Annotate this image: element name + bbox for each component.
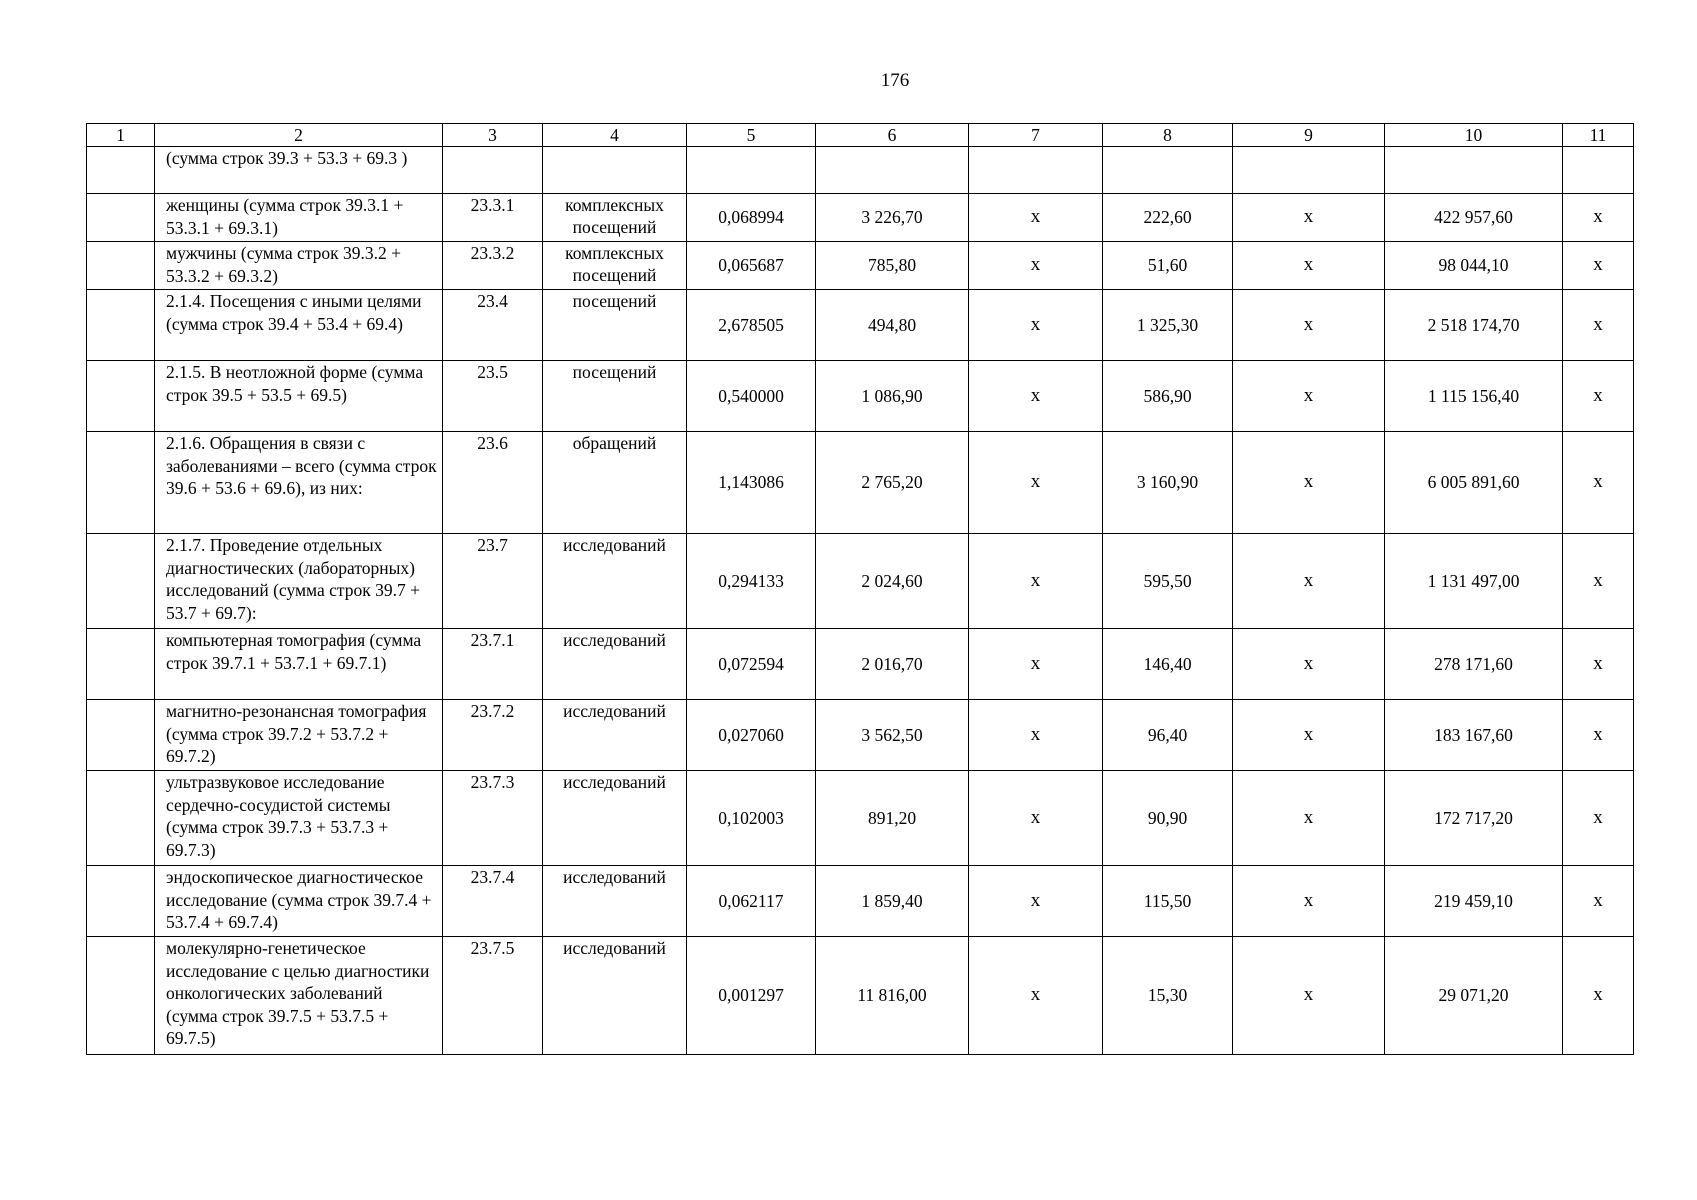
cell-col9 bbox=[1233, 147, 1385, 194]
cell-col11: х bbox=[1563, 866, 1634, 937]
cell-col10: 219 459,10 bbox=[1385, 866, 1563, 937]
cell-col6: 1 859,40 bbox=[816, 866, 969, 937]
column-header-11: 11 bbox=[1563, 124, 1634, 147]
cell-unit: исследований bbox=[543, 534, 687, 629]
cell-name: ультразвуковое исследование сердечно-сосудистой системы (сумма строк 39.7.3 + 53.7.3 + 69.7.3) bbox=[155, 771, 443, 866]
cell-code: 23.7 bbox=[443, 534, 543, 629]
cell-col8: 15,30 bbox=[1103, 937, 1233, 1055]
cell-col9: х bbox=[1233, 937, 1385, 1055]
cell-col10: 1 131 497,00 bbox=[1385, 534, 1563, 629]
cell-code: 23.5 bbox=[443, 361, 543, 432]
cell-col8: 96,40 bbox=[1103, 700, 1233, 771]
table-row bbox=[87, 361, 1634, 432]
cell-col11 bbox=[1563, 147, 1634, 194]
cell-unit bbox=[543, 147, 687, 194]
column-header-4: 4 bbox=[543, 124, 687, 147]
cell-col8: 595,50 bbox=[1103, 534, 1233, 629]
cell-col8: 51,60 bbox=[1103, 242, 1233, 290]
cell-name: мужчины (сумма строк 39.3.2 + 53.3.2 + 69.3.2) bbox=[155, 242, 443, 290]
header-row bbox=[87, 124, 1634, 147]
cell-col5: 2,678505 bbox=[687, 290, 816, 361]
page-number: 176 bbox=[880, 70, 910, 91]
cell-col11: х bbox=[1563, 361, 1634, 432]
cell-col6: 891,20 bbox=[816, 771, 969, 866]
table-row bbox=[87, 147, 1634, 194]
cell-col10: 1 115 156,40 bbox=[1385, 361, 1563, 432]
cell-col10: 6 005 891,60 bbox=[1385, 432, 1563, 534]
cell-col7: х bbox=[969, 290, 1103, 361]
cell-col11: х bbox=[1563, 290, 1634, 361]
cell-code: 23.3.2 bbox=[443, 242, 543, 290]
cell-col11: х bbox=[1563, 194, 1634, 242]
cell-col7: х bbox=[969, 194, 1103, 242]
cell-name: компьютерная томография (сумма строк 39.7.1 + 53.7.1 + 69.7.1) bbox=[155, 629, 443, 700]
cell-col9: х bbox=[1233, 534, 1385, 629]
cell-col1 bbox=[87, 147, 155, 194]
cell-code bbox=[443, 147, 543, 194]
cell-col1 bbox=[87, 361, 155, 432]
table-row bbox=[87, 700, 1634, 771]
cell-unit: посещений bbox=[543, 361, 687, 432]
column-header-3: 3 bbox=[443, 124, 543, 147]
table-row bbox=[87, 432, 1634, 534]
cell-code: 23.6 bbox=[443, 432, 543, 534]
column-header-6: 6 bbox=[816, 124, 969, 147]
cell-col9: х bbox=[1233, 700, 1385, 771]
cell-col11: х bbox=[1563, 534, 1634, 629]
cell-col6: 2 765,20 bbox=[816, 432, 969, 534]
cell-col1 bbox=[87, 771, 155, 866]
cell-unit: исследований bbox=[543, 629, 687, 700]
cell-name: женщины (сумма строк 39.3.1 + 53.3.1 + 69.3.1) bbox=[155, 194, 443, 242]
cell-name: 2.1.4. Посещения с иными целями (сумма строк 39.4 + 53.4 + 69.4) bbox=[155, 290, 443, 361]
cell-col10: 278 171,60 bbox=[1385, 629, 1563, 700]
cell-col8: 586,90 bbox=[1103, 361, 1233, 432]
column-header-2: 2 bbox=[155, 124, 443, 147]
cell-code: 23.7.2 bbox=[443, 700, 543, 771]
cell-col8: 3 160,90 bbox=[1103, 432, 1233, 534]
cell-col5: 1,143086 bbox=[687, 432, 816, 534]
cell-col5: 0,540000 bbox=[687, 361, 816, 432]
cell-col10: 183 167,60 bbox=[1385, 700, 1563, 771]
cell-col5 bbox=[687, 147, 816, 194]
cell-col7: х bbox=[969, 242, 1103, 290]
cell-col7: х bbox=[969, 432, 1103, 534]
cell-col6: 11 816,00 bbox=[816, 937, 969, 1055]
cell-code: 23.3.1 bbox=[443, 194, 543, 242]
cell-col6: 2 016,70 bbox=[816, 629, 969, 700]
table-row bbox=[87, 866, 1634, 937]
cell-unit: исследований bbox=[543, 866, 687, 937]
table-row bbox=[87, 242, 1634, 290]
cell-col8: 222,60 bbox=[1103, 194, 1233, 242]
cell-code: 23.4 bbox=[443, 290, 543, 361]
cell-col8: 115,50 bbox=[1103, 866, 1233, 937]
cell-col10: 29 071,20 bbox=[1385, 937, 1563, 1055]
cell-col7: х bbox=[969, 629, 1103, 700]
cell-col6: 785,80 bbox=[816, 242, 969, 290]
cell-col5: 0,027060 bbox=[687, 700, 816, 771]
column-header-1: 1 bbox=[87, 124, 155, 147]
cell-col6: 3 562,50 bbox=[816, 700, 969, 771]
cell-col9: х bbox=[1233, 242, 1385, 290]
column-header-8: 8 bbox=[1103, 124, 1233, 147]
cell-col9: х bbox=[1233, 432, 1385, 534]
cell-col10: 98 044,10 bbox=[1385, 242, 1563, 290]
cell-col10: 422 957,60 bbox=[1385, 194, 1563, 242]
cell-col6 bbox=[816, 147, 969, 194]
cell-col10: 172 717,20 bbox=[1385, 771, 1563, 866]
cell-col7: х bbox=[969, 771, 1103, 866]
cell-col10: 2 518 174,70 bbox=[1385, 290, 1563, 361]
cell-col1 bbox=[87, 866, 155, 937]
cell-name: 2.1.6. Обращения в связи с заболеваниями – всего (сумма строк 39.6 + 53.6 + 69.6), из них: bbox=[155, 432, 443, 534]
cell-col8 bbox=[1103, 147, 1233, 194]
cell-unit: комплексных посещений bbox=[543, 242, 687, 290]
cell-col8: 146,40 bbox=[1103, 629, 1233, 700]
cell-col9: х bbox=[1233, 629, 1385, 700]
cell-col1 bbox=[87, 629, 155, 700]
cell-col5: 0,068994 bbox=[687, 194, 816, 242]
cell-col11: х bbox=[1563, 432, 1634, 534]
column-header-5: 5 bbox=[687, 124, 816, 147]
table-row bbox=[87, 290, 1634, 361]
cell-col1 bbox=[87, 534, 155, 629]
cell-col11: х bbox=[1563, 700, 1634, 771]
cell-col5: 0,072594 bbox=[687, 629, 816, 700]
table-row bbox=[87, 194, 1634, 242]
cell-col9: х bbox=[1233, 194, 1385, 242]
cell-col1 bbox=[87, 194, 155, 242]
cell-col5: 0,062117 bbox=[687, 866, 816, 937]
cell-name: (сумма строк 39.3 + 53.3 + 69.3 ) bbox=[155, 147, 443, 194]
cell-col6: 2 024,60 bbox=[816, 534, 969, 629]
cell-col9: х bbox=[1233, 771, 1385, 866]
cell-col5: 0,001297 bbox=[687, 937, 816, 1055]
cell-col11: х bbox=[1563, 629, 1634, 700]
cell-name: 2.1.7. Проведение отдельных диагностических (лабораторных) исследований (сумма строк 39.7 + 53.7 + 69.7): bbox=[155, 534, 443, 629]
cell-name: эндоскопическое диагностическое исследование (сумма строк 39.7.4 + 53.7.4 + 69.7.4) bbox=[155, 866, 443, 937]
cell-unit: посещений bbox=[543, 290, 687, 361]
cell-col7: х bbox=[969, 361, 1103, 432]
cell-col9: х bbox=[1233, 361, 1385, 432]
cell-code: 23.7.5 bbox=[443, 937, 543, 1055]
cell-col5: 0,294133 bbox=[687, 534, 816, 629]
cell-col10 bbox=[1385, 147, 1563, 194]
cell-unit: комплексных посещений bbox=[543, 194, 687, 242]
cell-col1 bbox=[87, 242, 155, 290]
cell-col7: х bbox=[969, 866, 1103, 937]
cell-unit: исследований bbox=[543, 771, 687, 866]
cell-unit: исследований bbox=[543, 937, 687, 1055]
cell-code: 23.7.3 bbox=[443, 771, 543, 866]
cell-name: 2.1.5. В неотложной форме (сумма строк 39.5 + 53.5 + 69.5) bbox=[155, 361, 443, 432]
cell-name: молекулярно-генетическое исследование с целью диагностики онкологических заболеваний (сумма строк 39.7.5 + 53.7.5 + 69.7.5) bbox=[155, 937, 443, 1055]
table-row bbox=[87, 629, 1634, 700]
cell-col11: х bbox=[1563, 771, 1634, 866]
column-header-10: 10 bbox=[1385, 124, 1563, 147]
column-header-7: 7 bbox=[969, 124, 1103, 147]
column-header-9: 9 bbox=[1233, 124, 1385, 147]
data-table bbox=[86, 123, 1634, 1055]
cell-unit: исследований bbox=[543, 700, 687, 771]
cell-col5: 0,102003 bbox=[687, 771, 816, 866]
cell-col6: 1 086,90 bbox=[816, 361, 969, 432]
cell-col1 bbox=[87, 432, 155, 534]
cell-col1 bbox=[87, 290, 155, 361]
cell-col9: х bbox=[1233, 290, 1385, 361]
cell-col11: х bbox=[1563, 937, 1634, 1055]
cell-col7: х bbox=[969, 937, 1103, 1055]
cell-unit: обращений bbox=[543, 432, 687, 534]
cell-col8: 1 325,30 bbox=[1103, 290, 1233, 361]
cell-name: магнитно-резонансная томография (сумма строк 39.7.2 + 53.7.2 + 69.7.2) bbox=[155, 700, 443, 771]
table-row bbox=[87, 771, 1634, 866]
cell-code: 23.7.4 bbox=[443, 866, 543, 937]
cell-col6: 3 226,70 bbox=[816, 194, 969, 242]
cell-col9: х bbox=[1233, 866, 1385, 937]
cell-col6: 494,80 bbox=[816, 290, 969, 361]
cell-col7: х bbox=[969, 534, 1103, 629]
cell-col8: 90,90 bbox=[1103, 771, 1233, 866]
cell-col1 bbox=[87, 937, 155, 1055]
table-row bbox=[87, 937, 1634, 1055]
cell-col7 bbox=[969, 147, 1103, 194]
cell-col1 bbox=[87, 700, 155, 771]
cell-col5: 0,065687 bbox=[687, 242, 816, 290]
cell-col11: х bbox=[1563, 242, 1634, 290]
cell-col7: х bbox=[969, 700, 1103, 771]
cell-code: 23.7.1 bbox=[443, 629, 543, 700]
table-row bbox=[87, 534, 1634, 629]
